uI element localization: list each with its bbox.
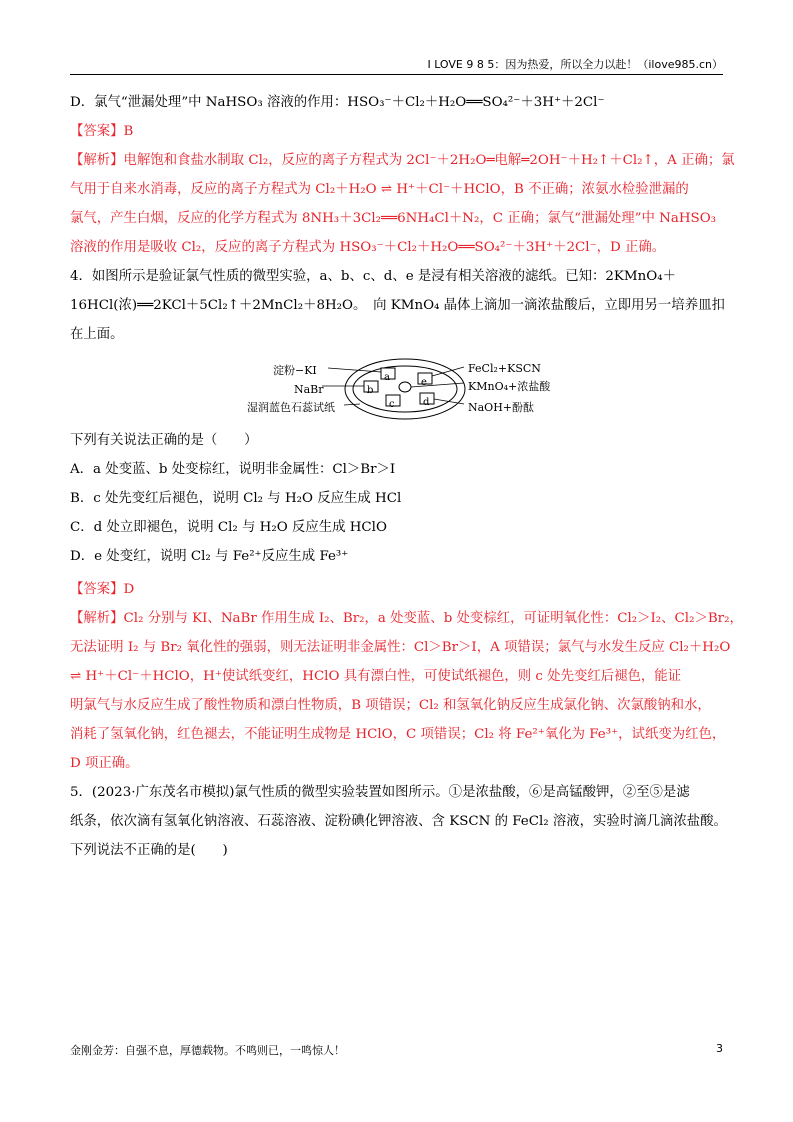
header-text: I LOVE 9 8 5：因为热爱，所以全力以赴！（ilove985.cn） [427,58,723,71]
question-4-prompt: 下列有关说法正确的是（ ） [70,433,258,448]
question-4-option-a: A．a 处变蓝、b 处变棕红，说明非金属性：Cl＞Br＞I [70,462,396,477]
label-fecl-kscn: FeCl₂+KSCN [468,362,541,375]
label-litmus: 湿润蓝色石蕊试纸 [247,401,335,414]
document-body [70,92,743,862]
label-starch-ki: 淀粉−KI [273,364,317,377]
label-b: b [367,385,374,396]
analysis-q4-line-1: 【解析】Cl₂ 分别与 KI、NaBr 作用生成 I₂、Br₂，a 处变蓝、b 处变棕红，可证明氧化性：Cl₂＞I₂、Cl₂＞Br₂， [70,611,743,626]
label-c: c [389,399,395,410]
analysis-q3-line-3: 氯气，产生白烟，反应的化学方程式为 8NH₃＋3Cl₂══6NH₄Cl＋N₂，C 正确；氯气“泄漏处理”中 NaHSO₃ [70,211,717,226]
leader-a [328,368,381,372]
leader-litmus [344,404,360,405]
page-number: 3 [716,1042,723,1055]
question-5-line-2: 纸条，依次滴有氢氧化钠溶液、石蕊溶液、淀粉碘化钾溶液、含 KSCN 的 FeCl₂ 溶液，实验时滴几滴浓盐酸。 [70,814,727,829]
analysis-q4-line-5: 消耗了氢氧化钠，红色褪去，不能证明生成物是 HClO，C 项错误；Cl₂ 将 Fe²⁺氧化为 Fe³⁺，试纸变为红色， [70,727,726,742]
petri-dish-diagram [70,352,725,426]
petri-dish-figure [70,352,725,426]
outer-dish [345,359,465,419]
analysis-q4-line-6: D 项正确。 [70,756,139,771]
answer-q3: 【答案】B [70,124,134,139]
label-naoh-phenolphthalein: NaOH+酚酞 [468,401,535,414]
analysis-q4-line-4: 明氯气与水反应生成了酸性物质和漂白性物质，B 项错误；Cl₂ 和氢氧化钠反应生成氯化钠、次氯酸钠和水， [70,698,711,713]
analysis-q3-line-2: 气用于自来水消毒，反应的离子方程式为 Cl₂＋H₂O ⇌ H⁺＋Cl⁻＋HClO，B 不正确；浓氨水检验泄漏的 [70,182,689,197]
analysis-q4-line-2: 无法证明 I₂ 与 Br₂ 氧化性的强弱，则无法证明非金属性：Cl＞Br＞I，A 项错误；氯气与水发生反应 Cl₂＋H₂O [70,640,731,655]
option-d-q3: D．氯气“泄漏处理”中 NaHSO₃ 溶液的作用：HSO₃⁻＋Cl₂＋H₂O══SO₄²⁻＋3H⁺＋2Cl⁻ [70,95,605,110]
question-4-stem-line-2: 16HCl(浓)══2KCl＋5Cl₂↑＋2MnCl₂＋8H₂O。 向 KMnO₄ 晶体上滴加一滴浓盐酸后，立即用另一培养皿扣 [70,298,725,313]
label-nabr: NaBr [294,383,324,396]
footer-motto: 金刚金芳：自强不息，厚德载物。不鸣则已，一鸣惊人！ [70,1044,345,1057]
question-4-option-d: D．e 处变红，说明 Cl₂ 与 Fe²⁺反应生成 Fe³⁺ [70,549,349,564]
kmno4-crystal [399,382,411,392]
question-5-line-3: 下列说法不正确的是( ) [70,843,228,858]
question-4-stem-line-1: 4．如图所示是验证氯气性质的微型实验，a、b、c、d、e 是浸有相关溶液的滤纸。已知：2KMnO₄＋ [70,269,676,284]
answer-q4: 【答案】D [70,582,135,597]
question-4-option-c: C．d 处立即褪色，说明 Cl₂ 与 H₂O 反应生成 HClO [70,520,387,535]
label-d: d [423,397,430,408]
question-4-option-b: B．c 处先变红后褪色，说明 Cl₂ 与 H₂O 反应生成 HCl [70,491,402,506]
label-e: e [421,377,427,388]
analysis-q3-line-4: 溶液的作用是吸收 Cl₂，反应的离子方程式为 HSO₃⁻＋Cl₂＋H₂O══SO₄²⁻＋3H⁺＋2Cl⁻，D 正确。 [70,240,666,255]
analysis-q4-line-3: ⇌ H⁺＋Cl⁻＋HClO，H⁺使试纸变红，HClO 具有漂白性，可使试纸褪色，则 c 处先变红后褪色，能证 [70,669,682,684]
page-footer [70,1042,723,1060]
label-kmno4-hcl: KMnO₄+浓盐酸 [468,380,551,393]
label-a: a [384,372,390,383]
question-5-line-1: 5．(2023·广东茂名市模拟)氯气性质的微型实验装置如图所示。①是浓盐酸，⑥是高锰酸钾，②至⑤是滤 [70,785,690,800]
page-header [70,54,723,75]
question-4-stem-line-3: 在上面。 [70,327,124,342]
analysis-q3-line-1: 【解析】电解饱和食盐水制取 Cl₂，反应的离子方程式为 2Cl⁻＋2H₂O═电解═2OH⁻＋H₂↑＋Cl₂↑，A 正确；氯 [70,153,735,168]
